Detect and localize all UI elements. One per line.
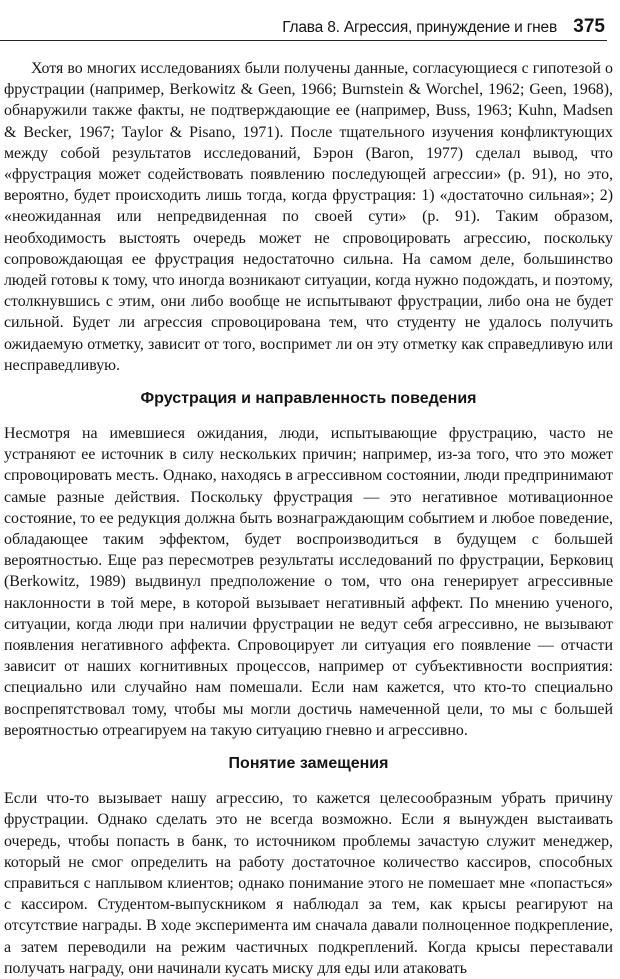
section-heading-frustration-direction: Фрустрация и направленность поведения xyxy=(140,390,477,408)
page-number: 375 xyxy=(573,16,605,37)
page-body xyxy=(4,58,613,979)
paragraph-3: Если что-то вызывает нашу агрессию, то кажется целесообразным убрать причину фрустрации. Однако сделать это не всегда возможно. Если я вынужден выстаивать очередь, чтобы попасть в банк, то источником проблемы зачастую служит менеджер, который не смог определить на работу достаточное количество кассиров, способных справиться с наплывом клиентов; однако понимание этого не помешает мне «попасться» с кассиром. Студентом-выпускником я наблюдал за тем, как крысы реагируют на отсутствие награды. В ходе эксперимента им сначала давали полноценное подкрепление, а затем переводили на режим частичных подкреплений. Когда крысы переставали получать награду, они начинали кусать миску для еды или атаковать xyxy=(4,790,613,977)
section-heading-displacement: Понятие замещения xyxy=(228,755,389,773)
running-header xyxy=(0,16,607,41)
paragraph-1: Хотя во многих исследованиях были получены данные, согласующиеся с гипотезой о фрустрации (например, Berkowitz & Geen, 1966; Burnstein & Worchel, 1962; Geen, 1968), обнаружили также факты, не подтверждающие ее (например, Buss, 1963; Kuhn, Madsen & Becker, 1967; Taylor & Pisano, 1971). После тщательного изучения конфликтующих между собой результатов исследований, Бэрон (Baron, 1977) сделал вывод, что «фрустрация может содействовать появлению последующей агрессии» (p. 91), но это, вероятно, будет происходить лишь тогда, когда фрустрация: 1) «достаточно сильная»; 2) «неожиданная или непредвиденная по своей сути» (p. 91). Таким образом, необходимость выстоять очередь может не спровоцировать агрессию, поскольку сопровождающая ее фрустрация недостаточно сильна. На самом деле, большинство людей готовы к тому, что иногда возникают ситуации, когда нужно подождать, и поэтому, столкнувшись с этим, они либо вообще не испытывают фрустрации, либо она не будет сильной. Будет ли агрессия спровоцирована тем, что студенту не удалось получить ожидаемую отметку, зависит от того, воспримет ли он эту отметку как справедливую или несправедливую. xyxy=(4,60,613,374)
chapter-title: Глава 8. Агрессия, принуждение и гнев xyxy=(282,19,557,36)
paragraph-2: Несмотря на имевшиеся ожидания, люди, испытывающие фрустрацию, часто не устраняют ее источник в силу нескольких причин; например, из-за того, что это может спровоцировать месть. Однако, находясь в агрессивном состоянии, люди предпринимают самые разные действия. Поскольку фрустрация — это негативное мотивационное состояние, то ее редукция должна быть вознаграждающим событием и любое поведение, обладающее таким эффектом, будет воспроизводиться в будущем с большей вероятностью. Еще раз пересмотрев результаты исследований по фрустрации, Берковиц (Berkowitz, 1989) выдвинул предположение о том, что она генерирует агрессивные наклонности в той мере, в которой вызывает негативный аффект. По мнению ученого, ситуации, когда люди при наличии фрустрации не ведут себя агрессивно, не вызывают появления негативного аффекта. Спровоцирует ли ситуация его появление — отчасти зависит от наших когнитивных процессов, например от субъективности восприятия: специально или случайно нам помешали. Если нам кажется, что кто-то специально воспрепятствовал тому, чтобы мы могли достичь намеченной цели, то мы с большей вероятностью отреагируем на такую ситуацию гневно и агрессивно. xyxy=(4,425,613,739)
